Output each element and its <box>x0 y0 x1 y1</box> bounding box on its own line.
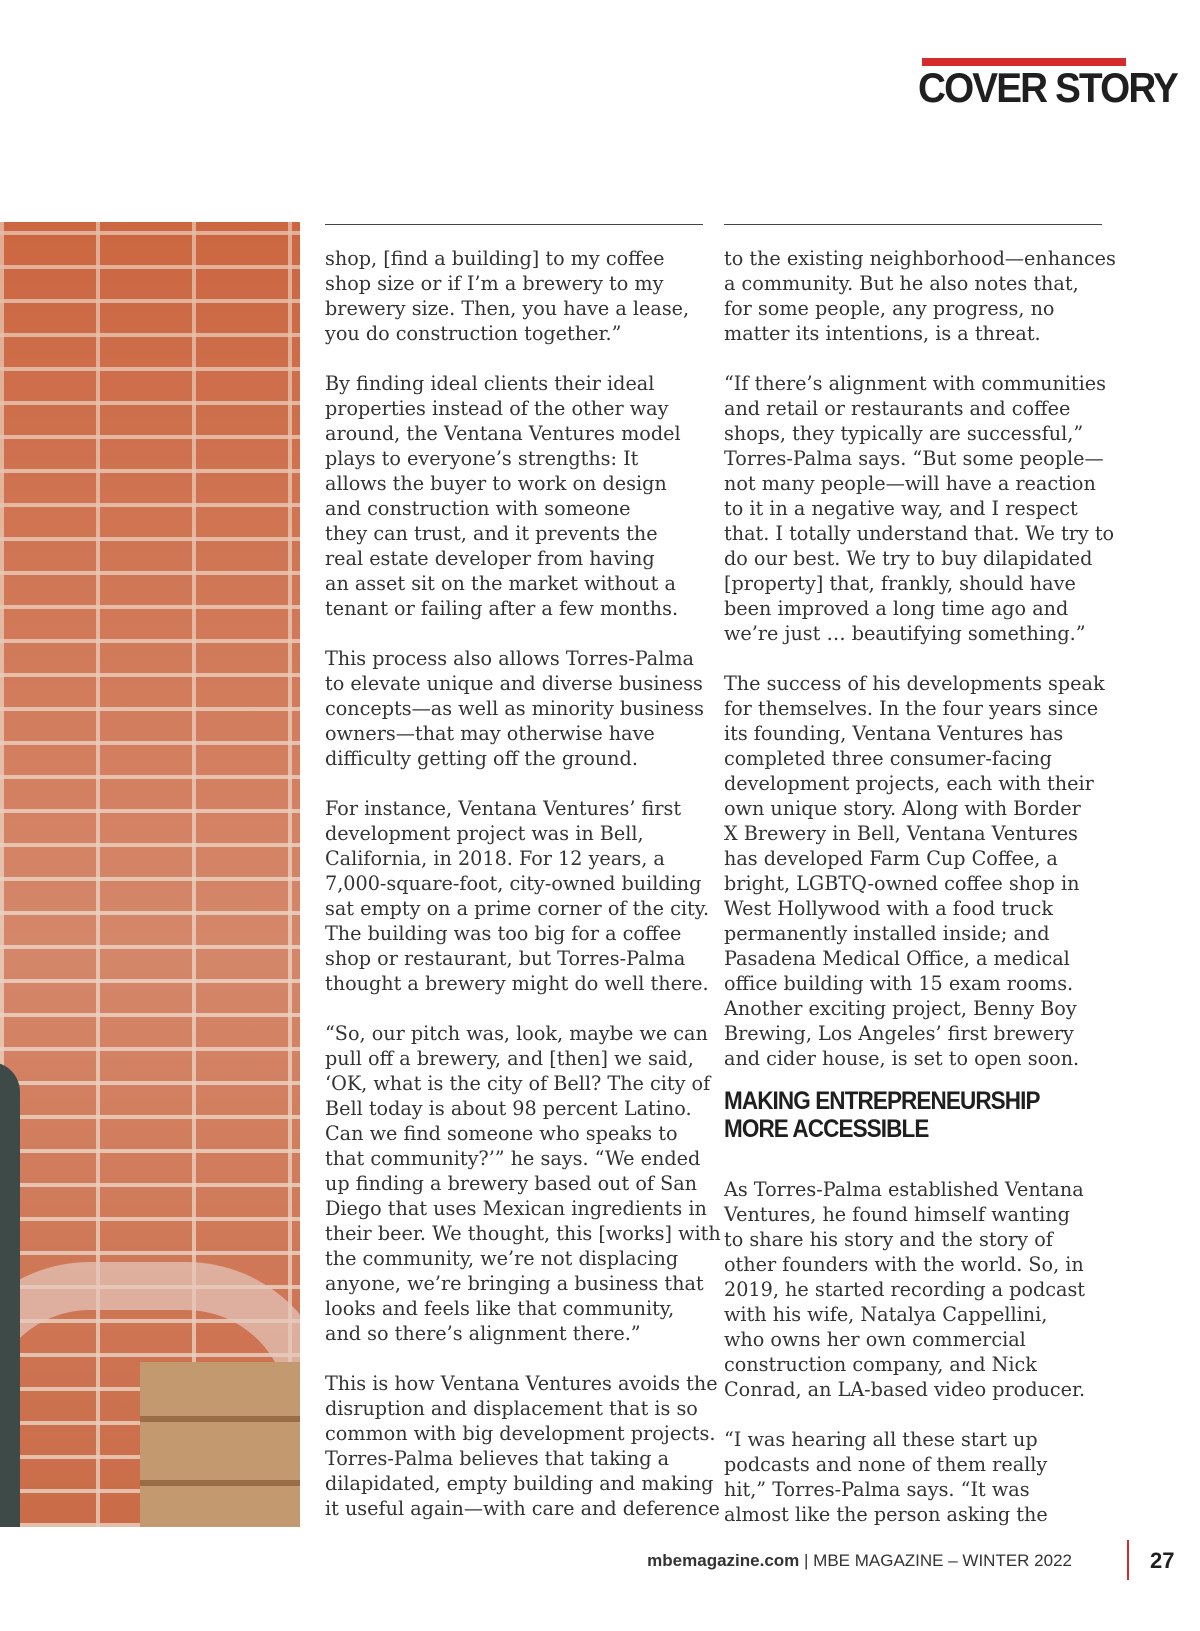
text-line: This is how Ventana Ventures avoids the <box>325 1372 718 1395</box>
text-line: an asset sit on the market without a <box>325 572 676 595</box>
page-footer <box>647 1551 1072 1571</box>
text-line: you do construction together.” <box>325 322 622 345</box>
text-line: who owns her own commercial <box>724 1328 1026 1351</box>
text-line: Another exciting project, Benny Boy <box>724 997 1077 1020</box>
text-line: “So, our pitch was, look, maybe we can <box>325 1022 708 1045</box>
text-line: completed three consumer-facing <box>724 747 1052 770</box>
text-line: they can trust, and it prevents the <box>325 522 658 545</box>
text-line: The building was too big for a coffee <box>325 922 682 945</box>
text-line: real estate developer from having <box>325 547 655 570</box>
text-line: construction company, and Nick <box>724 1353 1037 1376</box>
text-line: pull off a brewery, and [then] we said, <box>325 1047 694 1070</box>
right-column-bottom <box>724 1177 1102 1527</box>
text-line: development project was in Bell, <box>325 822 644 845</box>
text-line: and so there’s alignment there.” <box>325 1322 641 1345</box>
article-paragraph <box>724 671 1105 1071</box>
text-line: Diego that uses Mexican ingredients in <box>325 1197 707 1220</box>
article-paragraph <box>325 1021 721 1346</box>
article-paragraph <box>724 1177 1102 1402</box>
text-line: the community, we’re not displacing <box>325 1247 679 1270</box>
footer-separator: | <box>799 1551 814 1570</box>
text-line: been improved a long time ago and <box>724 597 1069 620</box>
text-line: other founders with the world. So, in <box>724 1253 1084 1276</box>
text-line: looks and feels like that community, <box>325 1297 675 1320</box>
article-paragraph <box>325 1371 720 1521</box>
right-column-top <box>724 246 1116 1071</box>
text-line: and construction with someone <box>325 497 631 520</box>
text-line: Conrad, an LA-based video producer. <box>724 1378 1086 1401</box>
text-line: with his wife, Natalya Cappellini, <box>724 1303 1048 1326</box>
text-line: matter its intentions, is a threat. <box>724 322 1041 345</box>
text-line: for themselves. In the four years since <box>724 697 1099 720</box>
text-line: Pasadena Medical Office, a medical <box>724 947 1070 970</box>
text-line: shops, they typically are successful,” <box>724 422 1084 445</box>
text-line: owners—that may otherwise have <box>325 722 655 745</box>
text-line: that. I totally understand that. We try to <box>724 522 1115 545</box>
article-paragraph <box>724 1427 1102 1527</box>
text-line: plays to everyone’s strengths: It <box>325 447 639 470</box>
text-line: [property] that, frankly, should have <box>724 572 1076 595</box>
text-line: to elevate unique and diverse business <box>325 672 703 695</box>
article-paragraph <box>325 646 703 771</box>
text-line: and cider house, is set to open soon. <box>724 1047 1080 1070</box>
text-line: thought a brewery might do well there. <box>325 972 709 995</box>
text-line: 2019, he started recording a podcast <box>724 1278 1086 1301</box>
text-line: “If there’s alignment with communities <box>724 372 1106 395</box>
left-column-rule <box>325 224 703 225</box>
article-paragraph <box>724 246 1116 346</box>
footer-site: mbemagazine.com <box>647 1551 800 1570</box>
text-line: dilapidated, empty building and making <box>325 1472 714 1495</box>
section-subhead <box>724 1087 1064 1143</box>
right-article-column <box>724 246 1116 1527</box>
text-line: tenant or failing after a few months. <box>325 597 679 620</box>
text-line: Bell today is about 98 percent Latino. <box>325 1097 692 1120</box>
text-line: properties instead of the other way <box>325 397 669 420</box>
text-line: sat empty on a prime corner of the city. <box>325 897 710 920</box>
person-silhouette <box>0 1062 20 1527</box>
text-line: 7,000-square-foot, city-owned building <box>325 872 702 895</box>
text-line: its founding, Ventana Ventures has <box>724 722 1064 745</box>
text-line: for some people, any progress, no <box>724 297 1055 320</box>
text-line: ‘OK, what is the city of Bell? The city of <box>325 1072 711 1095</box>
text-line: permanently installed inside; and <box>724 922 1050 945</box>
text-line: allows the buyer to work on design <box>325 472 667 495</box>
text-line: a community. But he also notes that, <box>724 272 1079 295</box>
text-line: shop or restaurant, but Torres-Palma <box>325 947 686 970</box>
subhead-line: MORE ACCESSIBLE <box>724 1115 929 1143</box>
text-line: difficulty getting off the ground. <box>325 747 638 770</box>
text-line: common with big development projects. <box>325 1422 716 1445</box>
right-column-rule <box>724 224 1102 225</box>
text-line: Torres-Palma says. “But some people— <box>724 447 1104 470</box>
text-line: not many people—will have a reaction <box>724 472 1096 495</box>
text-line: bright, LGBTQ-owned coffee shop in <box>724 872 1080 895</box>
text-line: disruption and displacement that is so <box>325 1397 698 1420</box>
brick-wall-photo <box>0 222 300 1527</box>
text-line: has developed Farm Cup Coffee, a <box>724 847 1058 870</box>
text-line: it useful again—with care and deference <box>325 1497 720 1520</box>
article-paragraph <box>325 371 703 621</box>
text-line: As Torres-Palma established Ventana <box>724 1178 1084 1201</box>
text-line: to the existing neighborhood—enhances <box>724 247 1116 270</box>
text-line: their beer. We thought, this [works] with <box>325 1222 721 1245</box>
text-line: we’re just … beautifying something.” <box>724 622 1086 645</box>
text-line: The success of his developments speak <box>724 672 1105 695</box>
text-line: brewery size. Then, you have a lease, <box>325 297 690 320</box>
text-line: Ventures, he found himself wanting <box>724 1203 1070 1226</box>
text-line: Can we find someone who speaks to <box>325 1122 678 1145</box>
text-line: and retail or restaurants and coffee <box>724 397 1071 420</box>
text-line: anyone, we’re bringing a business that <box>325 1272 704 1295</box>
text-line: development projects, each with their <box>724 772 1094 795</box>
wooden-door <box>140 1362 300 1527</box>
text-line: California, in 2018. For 12 years, a <box>325 847 665 870</box>
text-line: West Hollywood with a food truck <box>724 897 1053 920</box>
text-line: Brewing, Los Angeles’ first brewery <box>724 1022 1074 1045</box>
text-line: that community?’” he says. “We ended <box>325 1147 701 1170</box>
text-line: For instance, Ventana Ventures’ first <box>325 797 682 820</box>
text-line: almost like the person asking the <box>724 1503 1048 1526</box>
text-line: podcasts and none of them really <box>724 1453 1048 1476</box>
text-line: “I was hearing all these start up <box>724 1428 1038 1451</box>
text-line: office building with 15 exam rooms. <box>724 972 1074 995</box>
text-line: to it in a negative way, and I respect <box>724 497 1078 520</box>
text-line: By finding ideal clients their ideal <box>325 372 655 395</box>
text-line: up finding a brewery based out of San <box>325 1172 698 1195</box>
text-line: own unique story. Along with Border <box>724 797 1081 820</box>
footer-issue: MBE MAGAZINE – WINTER 2022 <box>813 1551 1072 1570</box>
text-line: shop size or if I’m a brewery to my <box>325 272 664 295</box>
text-line: around, the Ventana Ventures model <box>325 422 681 445</box>
text-line: concepts—as well as minority business <box>325 697 704 720</box>
section-label: COVER STORY <box>918 64 1177 111</box>
text-line: do our best. We try to buy dilapidated <box>724 547 1093 570</box>
text-line: Torres-Palma believes that taking a <box>325 1447 670 1470</box>
text-line: shop, [find a building] to my coffee <box>325 247 665 270</box>
text-line: This process also allows Torres-Palma <box>325 647 694 670</box>
subhead-line: MAKING ENTREPRENEURSHIP <box>724 1087 1040 1115</box>
footer-divider <box>1127 1540 1129 1580</box>
text-line: hit,” Torres-Palma says. “It was <box>724 1478 1030 1501</box>
article-paragraph <box>325 796 710 996</box>
left-article-column <box>325 246 721 1521</box>
text-line: to share his story and the story of <box>724 1228 1053 1251</box>
text-line: X Brewery in Bell, Ventana Ventures <box>724 822 1078 845</box>
page-number: 27 <box>1150 1548 1175 1573</box>
article-paragraph <box>724 371 1115 646</box>
article-paragraph <box>325 246 703 346</box>
